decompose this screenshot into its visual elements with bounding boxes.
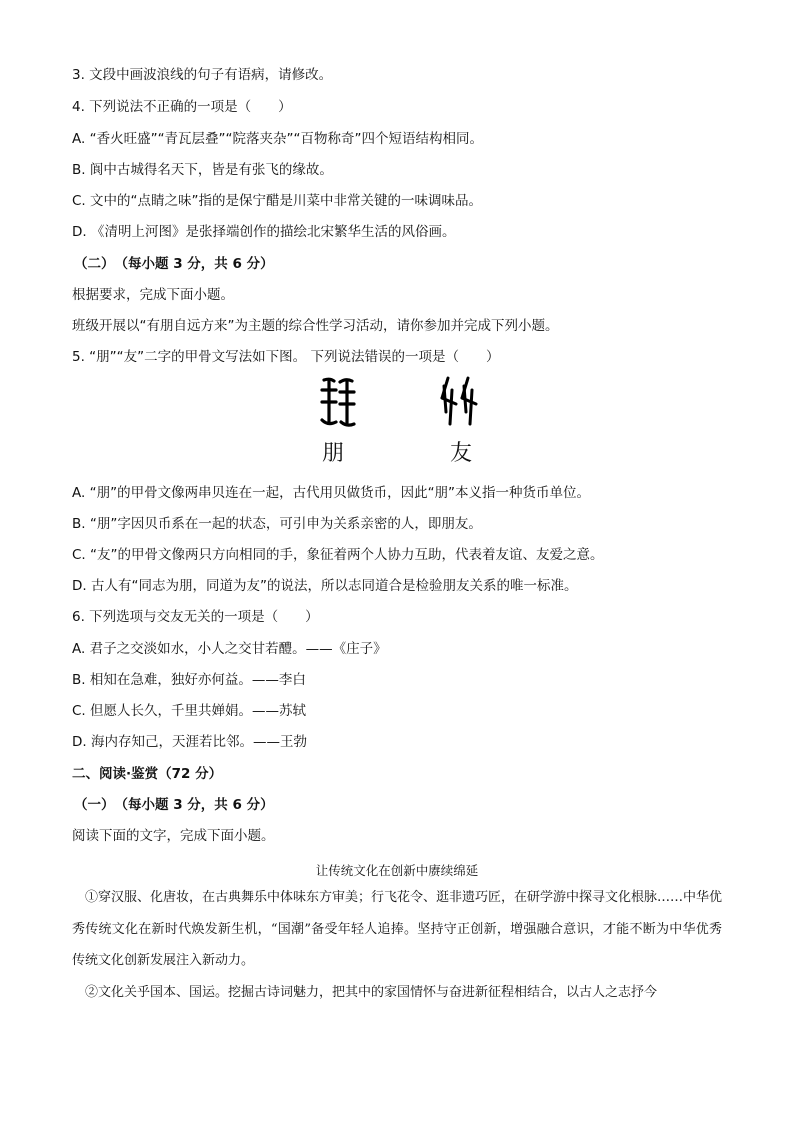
part-2-heading: 二、阅读·鉴赏（72 分） <box>72 766 223 782</box>
oracle-bone-figure <box>300 372 500 468</box>
question-5-option-c: C. “友”的甲骨文像两只方向相同的手，象征着两个人协力互助，代表着友谊、友爱之意。 <box>72 547 604 563</box>
question-3: 3. 文段中画波浪线的句子有语病，请修改。 <box>72 67 333 83</box>
article-title: 让传统文化在创新中赓续绵延 <box>315 863 479 878</box>
question-6-option-a: A. 君子之交淡如水，小人之交甘若醴。——《庄子》 <box>72 641 387 657</box>
oracle-you-glyph <box>442 378 476 424</box>
question-4-option-d: D. 《清明上河图》是张择端创作的描绘北宋繁华生活的风俗画。 <box>72 224 456 240</box>
question-4-option-c: C. 文中的“点睛之味”指的是保宁醋是川菜中非常关键的一味调味品。 <box>72 193 482 209</box>
section-2-intro-1: 根据要求，完成下面小题。 <box>72 287 234 303</box>
question-6-option-d: D. 海内存知己，天涯若比邻。——王勃 <box>72 734 307 750</box>
question-5-option-d: D. 古人有“同志为朋，同道为友”的说法，所以志同道合是检验朋友关系的唯一标准。 <box>72 578 578 594</box>
question-5-option-a: A. “朋”的甲骨文像两串贝连在一起，古代用贝做货币，因此“朋”本义指一种货币单位。 <box>72 485 591 501</box>
section-2-heading: （二） （每小题 3 分，共 6 分） <box>74 256 274 272</box>
section-2-intro-2: 班级开展以“有朋自远方来”为主题的综合性学习活动，请你参加并完成下列小题。 <box>72 318 559 334</box>
oracle-bone-glyphs <box>300 372 500 432</box>
part-2-intro: 阅读下面的文字，完成下面小题。 <box>72 828 275 844</box>
question-6-option-c: C. 但愿人长久，千里共婵娟。——苏轼 <box>72 703 307 719</box>
question-6-option-b: B. 相知在急难，独好亦何益。——李白 <box>72 672 306 688</box>
article-paragraph-1: ①穿汉服、化唐妆，在古典舞乐中体味东方审美；行飞花令、逛非遗巧匠，在研学游中探寻文化根脉……中华优秀传统文化在新时代焕发新生机，“国潮”备受年轻人追捧。坚持守正创新，增强融合意识，才能不断为中华优秀传统文化创新发展注入新动力。 <box>72 890 723 968</box>
question-4-stem: 4. 下列说法不正确的一项是（ ） <box>72 99 292 115</box>
question-4-option-a: A. “香火旺盛”“青瓦层叠”“院落夹杂”“百物称奇”四个短语结构相同。 <box>72 131 484 147</box>
oracle-peng-glyph <box>322 379 354 425</box>
article-paragraph-2: ②文化关乎国本、国运。挖掘古诗词魅力，把其中的家国情怀与奋进新征程相结合，以古人之志抒今 <box>85 985 658 1000</box>
question-6-stem: 6. 下列选项与交友无关的一项是（ ） <box>72 609 319 625</box>
question-5-stem: 5. “朋”“友”二字的甲骨文写法如下图。 下列说法错误的一项是（ ） <box>72 349 500 365</box>
figure-label-you: 友 <box>450 441 473 466</box>
question-4-option-b: B. 阆中古城得名天下，皆是有张飞的缘故。 <box>72 162 333 178</box>
figure-label-peng: 朋 <box>322 441 345 466</box>
question-5-option-b: B. “朋”字因贝币系在一起的状态，可引申为关系亲密的人，即朋友。 <box>72 516 482 532</box>
part-2-subsection: （一） （每小题 3 分，共 6 分） <box>74 797 274 813</box>
